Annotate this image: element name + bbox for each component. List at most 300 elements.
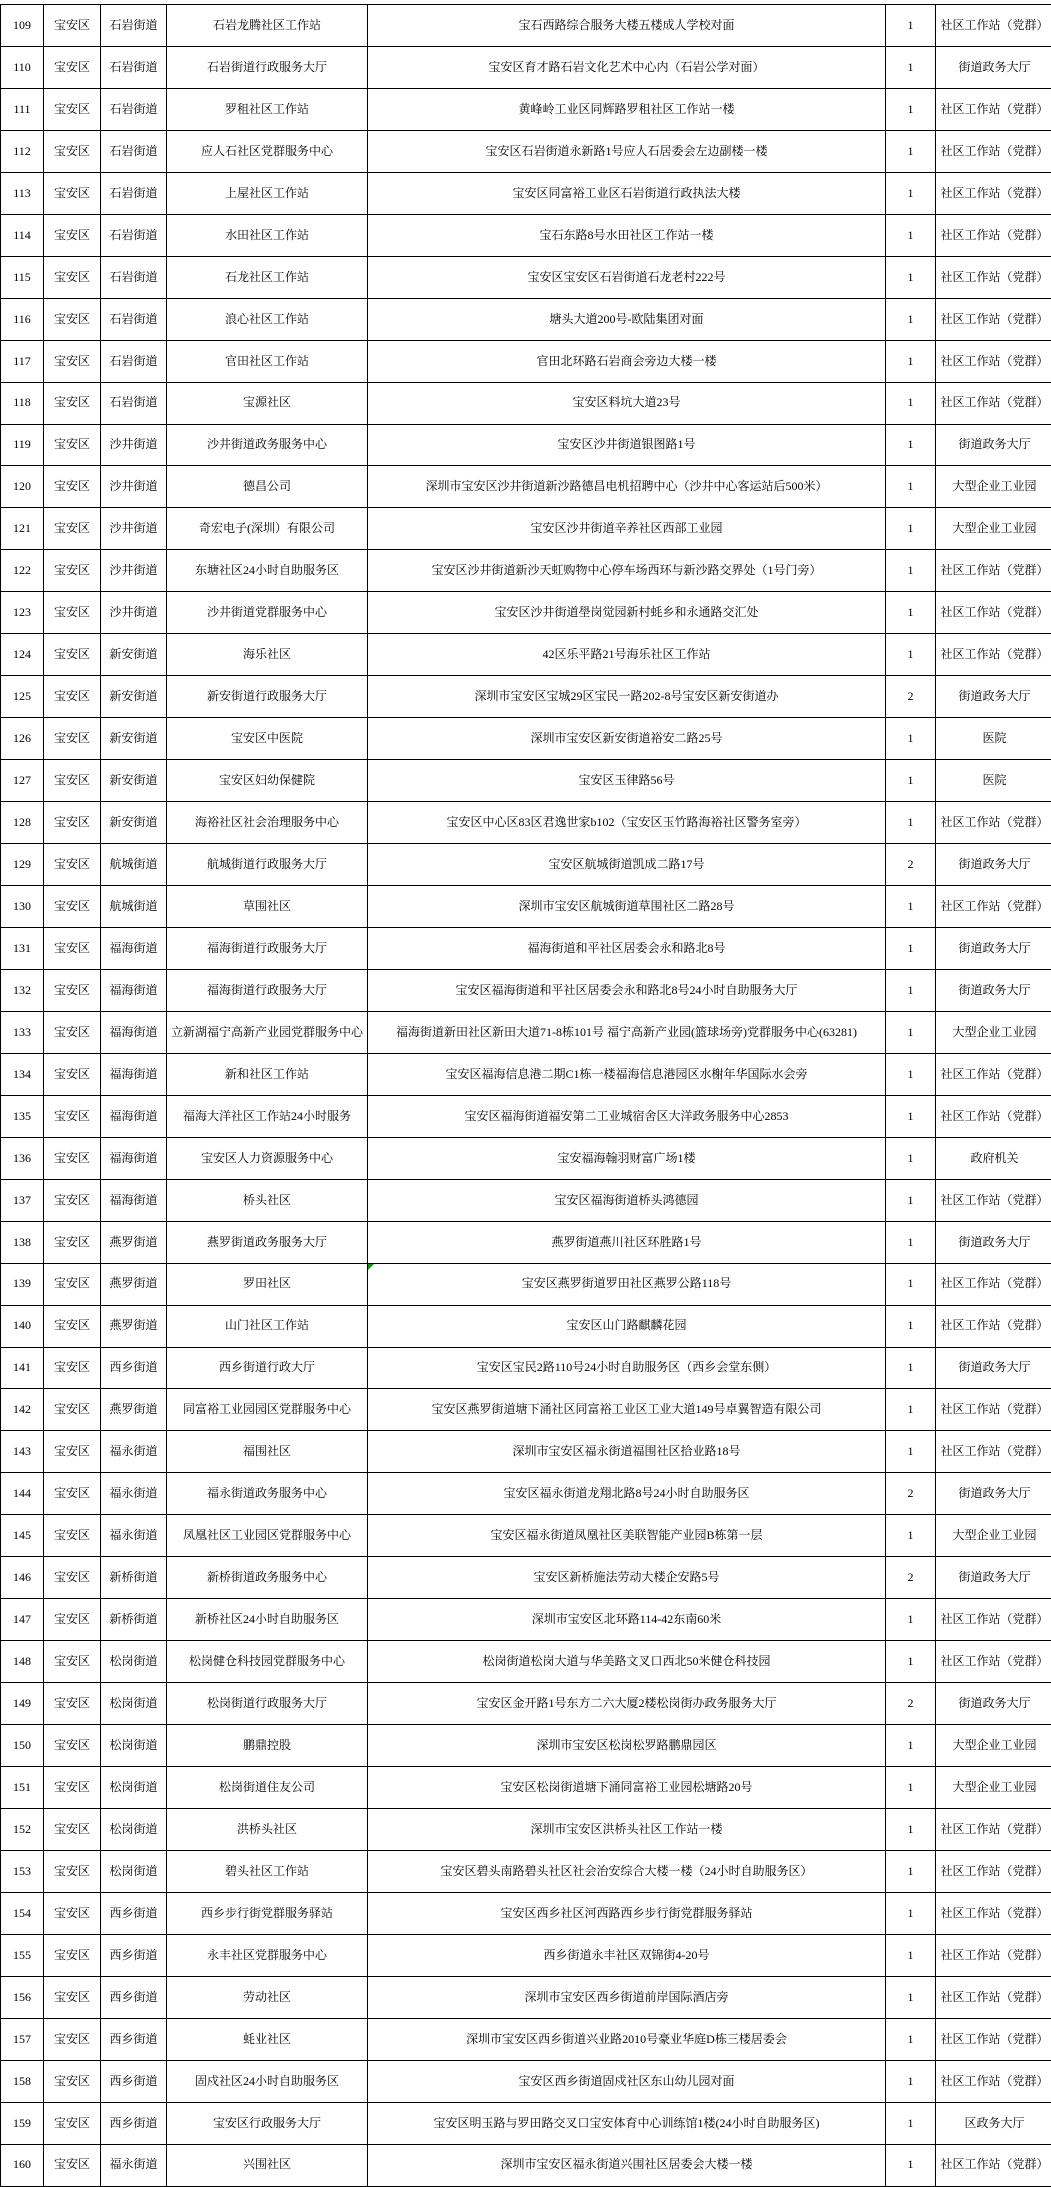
- table-row: [1, 2144, 1051, 2186]
- type-cell: 社区工作站（党群）: [936, 2144, 1051, 2186]
- station-name-cell: 草围社区: [167, 886, 368, 928]
- table-row: [1, 1389, 1051, 1431]
- type-cell: 社区工作站（党群）: [936, 802, 1051, 844]
- district-cell: 宝安区: [44, 1725, 101, 1767]
- table-row: [1, 1473, 1051, 1515]
- type-cell: 医院: [936, 718, 1051, 760]
- count-cell: 1: [886, 634, 936, 676]
- table-row: [1, 1683, 1051, 1725]
- type-cell: 街道政务大厅: [936, 1557, 1051, 1599]
- spreadsheet-area: [0, 4, 1051, 2187]
- station-name-cell: 新桥街道政务服务中心: [167, 1557, 368, 1599]
- count-cell: 1: [886, 1976, 936, 2018]
- street-cell: 松岗街道: [101, 1641, 167, 1683]
- address-cell: 宝安区沙井街道辛养社区西部工业园: [368, 508, 886, 550]
- address-cell: 宝安福海翰羽财富广场1楼: [368, 1137, 886, 1179]
- station-name-cell: 奇宏电子(深圳）有限公司: [167, 508, 368, 550]
- table-row: [1, 1305, 1051, 1347]
- district-cell: 宝安区: [44, 1347, 101, 1389]
- district-cell: 宝安区: [44, 1850, 101, 1892]
- row-number-cell: 148: [1, 1641, 44, 1683]
- type-cell: 街道政务大厅: [936, 1221, 1051, 1263]
- address-cell: 宝安区碧头南路碧头社区社会治安综合大楼一楼（24小时自助服务区）: [368, 1850, 886, 1892]
- district-cell: 宝安区: [44, 2060, 101, 2102]
- station-name-cell: 宝安区行政服务大厅: [167, 2102, 368, 2144]
- station-name-cell: 桥头社区: [167, 1179, 368, 1221]
- district-cell: 宝安区: [44, 1808, 101, 1850]
- district-cell: 宝安区: [44, 1137, 101, 1179]
- street-cell: 沙井街道: [101, 592, 167, 634]
- table-row: [1, 927, 1051, 969]
- type-cell: 社区工作站（党群）: [936, 172, 1051, 214]
- district-cell: 宝安区: [44, 1179, 101, 1221]
- district-cell: 宝安区: [44, 844, 101, 886]
- count-cell: 1: [886, 969, 936, 1011]
- address-cell: 深圳市宝安区北环路114-42东南60米: [368, 1599, 886, 1641]
- street-cell: 石岩街道: [101, 46, 167, 88]
- address-cell: 宝安区沙井街道新沙天虹购物中心停车场西环与新沙路交界处（1号门旁）: [368, 550, 886, 592]
- address-cell: 宝安区福海信息港二期C1栋一楼福海信息港园区水榭年华国际水会旁: [368, 1053, 886, 1095]
- table-row: [1, 382, 1051, 424]
- type-cell: 社区工作站（党群）: [936, 340, 1051, 382]
- type-cell: 大型企业工业园: [936, 1011, 1051, 1053]
- row-number-cell: 159: [1, 2102, 44, 2144]
- row-number-cell: 121: [1, 508, 44, 550]
- address-cell: 宝安区福海街道福安第二工业城宿舍区大洋政务服务中心2853: [368, 1095, 886, 1137]
- street-cell: 福永街道: [101, 2144, 167, 2186]
- table-row: [1, 1179, 1051, 1221]
- table-row: [1, 2060, 1051, 2102]
- address-cell: 深圳市宝安区松岗松罗路鹏鼎园区: [368, 1725, 886, 1767]
- table-row: [1, 214, 1051, 256]
- address-cell: 深圳市宝安区福永街道兴围社区居委会大楼一楼: [368, 2144, 886, 2186]
- station-name-cell: 福海街道行政服务大厅: [167, 969, 368, 1011]
- row-number-cell: 131: [1, 927, 44, 969]
- station-name-cell: 宝安区中医院: [167, 718, 368, 760]
- station-name-cell: 罗田社区: [167, 1263, 368, 1305]
- district-cell: 宝安区: [44, 508, 101, 550]
- district-cell: 宝安区: [44, 1053, 101, 1095]
- district-cell: 宝安区: [44, 1767, 101, 1809]
- table-row: [1, 466, 1051, 508]
- street-cell: 石岩街道: [101, 256, 167, 298]
- table-row: [1, 676, 1051, 718]
- table-row: [1, 340, 1051, 382]
- count-cell: 1: [886, 214, 936, 256]
- row-number-cell: 120: [1, 466, 44, 508]
- row-number-cell: 135: [1, 1095, 44, 1137]
- address-cell: 宝安区宝民2路110号24小时自助服务区（西乡会堂东侧）: [368, 1347, 886, 1389]
- station-name-cell: 新安街道行政服务大厅: [167, 676, 368, 718]
- address-cell: 宝安区西乡社区河西路西乡步行街党群服务驿站: [368, 1892, 886, 1934]
- row-number-cell: 112: [1, 130, 44, 172]
- table-row: [1, 634, 1051, 676]
- address-cell: 宝安区石岩街道永新路1号应人石居委会左边副楼一楼: [368, 130, 886, 172]
- station-name-cell: 碧头社区工作站: [167, 1850, 368, 1892]
- district-cell: 宝安区: [44, 2018, 101, 2060]
- count-cell: 1: [886, 927, 936, 969]
- count-cell: 1: [886, 718, 936, 760]
- street-cell: 西乡街道: [101, 1934, 167, 1976]
- station-name-cell: 海乐社区: [167, 634, 368, 676]
- table-body: [1, 5, 1051, 2187]
- count-cell: 1: [886, 550, 936, 592]
- district-cell: 宝安区: [44, 1305, 101, 1347]
- type-cell: 社区工作站（党群）: [936, 1431, 1051, 1473]
- count-cell: 1: [886, 1599, 936, 1641]
- street-cell: 石岩街道: [101, 88, 167, 130]
- type-cell: 街道政务大厅: [936, 844, 1051, 886]
- district-cell: 宝安区: [44, 424, 101, 466]
- count-cell: 2: [886, 1473, 936, 1515]
- station-name-cell: 新桥社区24小时自助服务区: [167, 1599, 368, 1641]
- row-number-cell: 114: [1, 214, 44, 256]
- district-cell: 宝安区: [44, 550, 101, 592]
- row-number-cell: 127: [1, 760, 44, 802]
- street-cell: 石岩街道: [101, 382, 167, 424]
- district-cell: 宝安区: [44, 2102, 101, 2144]
- street-cell: 燕罗街道: [101, 1389, 167, 1431]
- district-cell: 宝安区: [44, 1683, 101, 1725]
- row-number-cell: 138: [1, 1221, 44, 1263]
- street-cell: 福永街道: [101, 1515, 167, 1557]
- street-cell: 石岩街道: [101, 130, 167, 172]
- street-cell: 福海街道: [101, 1053, 167, 1095]
- table-row: [1, 802, 1051, 844]
- station-name-cell: 官田社区工作站: [167, 340, 368, 382]
- count-cell: 1: [886, 1011, 936, 1053]
- row-number-cell: 147: [1, 1599, 44, 1641]
- district-cell: 宝安区: [44, 298, 101, 340]
- station-name-cell: 浪心社区工作站: [167, 298, 368, 340]
- row-number-cell: 132: [1, 969, 44, 1011]
- type-cell: 政府机关: [936, 1137, 1051, 1179]
- row-number-cell: 118: [1, 382, 44, 424]
- table-row: [1, 298, 1051, 340]
- cell-error-indicator-triangle: [368, 1264, 374, 1270]
- table-row: [1, 1850, 1051, 1892]
- type-cell: 社区工作站（党群）: [936, 130, 1051, 172]
- district-cell: 宝安区: [44, 1263, 101, 1305]
- street-cell: 新安街道: [101, 634, 167, 676]
- street-cell: 燕罗街道: [101, 1221, 167, 1263]
- station-name-cell: 航城街道行政服务大厅: [167, 844, 368, 886]
- row-number-cell: 144: [1, 1473, 44, 1515]
- table-row: [1, 130, 1051, 172]
- address-cell: 深圳市宝安区宝城29区宝民一路202-8号宝安区新安街道办: [368, 676, 886, 718]
- type-cell: 社区工作站（党群）: [936, 1053, 1051, 1095]
- address-cell: 深圳市宝安区沙井街道新沙路德昌电机招聘中心（沙井中心客运站后500米）: [368, 466, 886, 508]
- station-name-cell: 松岗街道住友公司: [167, 1767, 368, 1809]
- type-cell: 社区工作站（党群）: [936, 5, 1051, 47]
- district-cell: 宝安区: [44, 1557, 101, 1599]
- count-cell: 1: [886, 1515, 936, 1557]
- row-number-cell: 128: [1, 802, 44, 844]
- station-name-cell: 松岗健仓科技园党群服务中心: [167, 1641, 368, 1683]
- street-cell: 石岩街道: [101, 340, 167, 382]
- street-cell: 西乡街道: [101, 2018, 167, 2060]
- station-name-cell: 德昌公司: [167, 466, 368, 508]
- table-row: [1, 88, 1051, 130]
- station-name-cell: 石岩街道行政服务大厅: [167, 46, 368, 88]
- district-cell: 宝安区: [44, 927, 101, 969]
- count-cell: 1: [886, 1095, 936, 1137]
- type-cell: 街道政务大厅: [936, 424, 1051, 466]
- street-cell: 西乡街道: [101, 2060, 167, 2102]
- district-cell: 宝安区: [44, 886, 101, 928]
- row-number-cell: 140: [1, 1305, 44, 1347]
- count-cell: 1: [886, 1641, 936, 1683]
- count-cell: 1: [886, 1347, 936, 1389]
- row-number-cell: 119: [1, 424, 44, 466]
- table-row: [1, 1263, 1051, 1305]
- street-cell: 沙井街道: [101, 466, 167, 508]
- type-cell: 社区工作站（党群）: [936, 2060, 1051, 2102]
- address-cell: 深圳市宝安区福永街道福围社区拾业路18号: [368, 1431, 886, 1473]
- type-cell: 大型企业工业园: [936, 1725, 1051, 1767]
- count-cell: 1: [886, 1389, 936, 1431]
- row-number-cell: 111: [1, 88, 44, 130]
- row-number-cell: 113: [1, 172, 44, 214]
- table-row: [1, 760, 1051, 802]
- type-cell: 街道政务大厅: [936, 1683, 1051, 1725]
- row-number-cell: 109: [1, 5, 44, 47]
- table-row: [1, 1221, 1051, 1263]
- address-cell: 黄峰岭工业区同辉路罗租社区工作站一楼: [368, 88, 886, 130]
- station-name-cell: 固戍社区24小时自助服务区: [167, 2060, 368, 2102]
- address-cell: 宝安区福海街道和平社区居委会永和路北8号24小时自助服务大厅: [368, 969, 886, 1011]
- type-cell: 社区工作站（党群）: [936, 1389, 1051, 1431]
- row-number-cell: 116: [1, 298, 44, 340]
- district-cell: 宝安区: [44, 88, 101, 130]
- station-name-cell: 上屋社区工作站: [167, 172, 368, 214]
- row-number-cell: 139: [1, 1263, 44, 1305]
- type-cell: 社区工作站（党群）: [936, 88, 1051, 130]
- table-row: [1, 1347, 1051, 1389]
- type-cell: 社区工作站（党群）: [936, 1095, 1051, 1137]
- row-number-cell: 141: [1, 1347, 44, 1389]
- row-number-cell: 110: [1, 46, 44, 88]
- station-name-cell: 西乡街道行政大厅: [167, 1347, 368, 1389]
- type-cell: 街道政务大厅: [936, 676, 1051, 718]
- count-cell: 2: [886, 1683, 936, 1725]
- count-cell: 1: [886, 424, 936, 466]
- type-cell: 社区工作站（党群）: [936, 1179, 1051, 1221]
- station-name-cell: 新和社区工作站: [167, 1053, 368, 1095]
- type-cell: 社区工作站（党群）: [936, 1808, 1051, 1850]
- count-cell: 1: [886, 1053, 936, 1095]
- district-cell: 宝安区: [44, 1934, 101, 1976]
- street-cell: 西乡街道: [101, 1347, 167, 1389]
- street-cell: 福永街道: [101, 1473, 167, 1515]
- count-cell: 1: [886, 1137, 936, 1179]
- station-name-cell: 福海大洋社区工作站24小时服务: [167, 1095, 368, 1137]
- station-name-cell: 石岩龙腾社区工作站: [167, 5, 368, 47]
- address-cell: 宝安区料坑大道23号: [368, 382, 886, 424]
- table-row: [1, 592, 1051, 634]
- address-cell: 福海街道和平社区居委会永和路北8号: [368, 927, 886, 969]
- table-row: [1, 1011, 1051, 1053]
- type-cell: 社区工作站（党群）: [936, 1892, 1051, 1934]
- row-number-cell: 123: [1, 592, 44, 634]
- table-row: [1, 1976, 1051, 2018]
- station-name-cell: 福海街道行政服务大厅: [167, 927, 368, 969]
- district-cell: 宝安区: [44, 1599, 101, 1641]
- type-cell: 社区工作站（党群）: [936, 1976, 1051, 2018]
- count-cell: 2: [886, 844, 936, 886]
- count-cell: 1: [886, 1431, 936, 1473]
- address-cell: 宝安区福永街道龙翔北路8号24小时自助服务区: [368, 1473, 886, 1515]
- table-row: [1, 1767, 1051, 1809]
- station-name-cell: 宝源社区: [167, 382, 368, 424]
- district-cell: 宝安区: [44, 130, 101, 172]
- station-name-cell: 罗租社区工作站: [167, 88, 368, 130]
- count-cell: 1: [886, 340, 936, 382]
- district-cell: 宝安区: [44, 214, 101, 256]
- street-cell: 新安街道: [101, 760, 167, 802]
- type-cell: 街道政务大厅: [936, 927, 1051, 969]
- street-cell: 沙井街道: [101, 424, 167, 466]
- address-cell: 宝安区金开路1号东方二六大厦2楼松岗街办政务服务大厅: [368, 1683, 886, 1725]
- count-cell: 1: [886, 760, 936, 802]
- type-cell: 社区工作站（党群）: [936, 1641, 1051, 1683]
- row-number-cell: 150: [1, 1725, 44, 1767]
- station-name-cell: 蚝业社区: [167, 2018, 368, 2060]
- table-row: [1, 1934, 1051, 1976]
- street-cell: 石岩街道: [101, 172, 167, 214]
- district-cell: 宝安区: [44, 1389, 101, 1431]
- row-number-cell: 152: [1, 1808, 44, 1850]
- address-cell: 宝安区燕罗街道罗田社区燕罗公路118号: [368, 1263, 886, 1305]
- count-cell: 2: [886, 676, 936, 718]
- address-cell: 宝安区福永街道凤凰社区美联智能产业园B栋第一层: [368, 1515, 886, 1557]
- row-number-cell: 157: [1, 2018, 44, 2060]
- table-row: [1, 1515, 1051, 1557]
- address-cell: 深圳市宝安区西乡街道前岸国际酒店旁: [368, 1976, 886, 2018]
- address-cell: 宝安区沙井街道银图路1号: [368, 424, 886, 466]
- row-number-cell: 133: [1, 1011, 44, 1053]
- type-cell: 医院: [936, 760, 1051, 802]
- address-cell: 宝石西路综合服务大楼五楼成人学校对面: [368, 5, 886, 47]
- count-cell: 1: [886, 1725, 936, 1767]
- row-number-cell: 137: [1, 1179, 44, 1221]
- address-cell: 官田北环路石岩商会旁边大楼一楼: [368, 340, 886, 382]
- station-name-cell: 石龙社区工作站: [167, 256, 368, 298]
- row-number-cell: 125: [1, 676, 44, 718]
- table-row: [1, 172, 1051, 214]
- table-row: [1, 1557, 1051, 1599]
- count-cell: 1: [886, 1179, 936, 1221]
- row-number-cell: 129: [1, 844, 44, 886]
- street-cell: 西乡街道: [101, 1892, 167, 1934]
- table-row: [1, 508, 1051, 550]
- count-cell: 1: [886, 1934, 936, 1976]
- table-row: [1, 1641, 1051, 1683]
- count-cell: 1: [886, 1263, 936, 1305]
- type-cell: 街道政务大厅: [936, 969, 1051, 1011]
- district-cell: 宝安区: [44, 634, 101, 676]
- street-cell: 福海街道: [101, 1011, 167, 1053]
- district-cell: 宝安区: [44, 340, 101, 382]
- row-number-cell: 134: [1, 1053, 44, 1095]
- row-number-cell: 149: [1, 1683, 44, 1725]
- address-cell: 燕罗街道燕川社区环胜路1号: [368, 1221, 886, 1263]
- table-row: [1, 424, 1051, 466]
- count-cell: 1: [886, 382, 936, 424]
- row-number-cell: 160: [1, 2144, 44, 2186]
- station-name-cell: 东塘社区24小时自助服务区: [167, 550, 368, 592]
- row-number-cell: 122: [1, 550, 44, 592]
- table-row: [1, 1892, 1051, 1934]
- station-name-cell: 宝安区人力资源服务中心: [167, 1137, 368, 1179]
- station-name-cell: 水田社区工作站: [167, 214, 368, 256]
- type-cell: 社区工作站（党群）: [936, 298, 1051, 340]
- address-cell: 宝安区新桥施法劳动大楼企安路5号: [368, 1557, 886, 1599]
- row-number-cell: 124: [1, 634, 44, 676]
- address-cell: 宝安区育才路石岩文化艺术中心内（石岩公学对面）: [368, 46, 886, 88]
- district-cell: 宝安区: [44, 1473, 101, 1515]
- address-cell: 宝安区航城街道凯成二路17号: [368, 844, 886, 886]
- address-cell: 深圳市宝安区航城街道草围社区二路28号: [368, 886, 886, 928]
- street-cell: 松岗街道: [101, 1850, 167, 1892]
- count-cell: 1: [886, 298, 936, 340]
- address-cell: 宝安区松岗街道塘下涌同富裕工业园松塘路20号: [368, 1767, 886, 1809]
- address-cell: 福海街道新田社区新田大道71-8栋101号 福宁高新产业园(篮球场旁)党群服务中心(63281): [368, 1011, 886, 1053]
- district-cell: 宝安区: [44, 1892, 101, 1934]
- station-name-cell: 松岗街道行政服务大厅: [167, 1683, 368, 1725]
- table-row: [1, 886, 1051, 928]
- address-cell: 深圳市宝安区新安街道裕安二路25号: [368, 718, 886, 760]
- district-cell: 宝安区: [44, 760, 101, 802]
- type-cell: 大型企业工业园: [936, 1767, 1051, 1809]
- type-cell: 大型企业工业园: [936, 508, 1051, 550]
- street-cell: 西乡街道: [101, 2102, 167, 2144]
- street-cell: 燕罗街道: [101, 1263, 167, 1305]
- district-cell: 宝安区: [44, 1641, 101, 1683]
- district-cell: 宝安区: [44, 969, 101, 1011]
- street-cell: 石岩街道: [101, 298, 167, 340]
- row-number-cell: 151: [1, 1767, 44, 1809]
- street-cell: 松岗街道: [101, 1767, 167, 1809]
- street-cell: 石岩街道: [101, 214, 167, 256]
- address-cell: 宝安区福海街道桥头鸿德园: [368, 1179, 886, 1221]
- station-name-cell: 沙井街道党群服务中心: [167, 592, 368, 634]
- station-name-cell: 海裕社区社会治理服务中心: [167, 802, 368, 844]
- station-name-cell: 洪桥头社区: [167, 1808, 368, 1850]
- street-cell: 新安街道: [101, 802, 167, 844]
- type-cell: 社区工作站（党群）: [936, 256, 1051, 298]
- station-name-cell: 劳动社区: [167, 1976, 368, 2018]
- type-cell: 社区工作站（党群）: [936, 592, 1051, 634]
- count-cell: 1: [886, 130, 936, 172]
- row-number-cell: 154: [1, 1892, 44, 1934]
- address-cell: 松岗街道松岗大道与华美路文叉口西北50米健仓科技园: [368, 1641, 886, 1683]
- row-number-cell: 153: [1, 1850, 44, 1892]
- count-cell: 1: [886, 508, 936, 550]
- district-cell: 宝安区: [44, 172, 101, 214]
- station-name-cell: 西乡步行街党群服务驿站: [167, 1892, 368, 1934]
- address-cell: 西乡街道永丰社区双锦街4-20号: [368, 1934, 886, 1976]
- count-cell: 1: [886, 802, 936, 844]
- count-cell: 1: [886, 2018, 936, 2060]
- type-cell: 社区工作站（党群）: [936, 214, 1051, 256]
- type-cell: 社区工作站（党群）: [936, 634, 1051, 676]
- count-cell: 1: [886, 592, 936, 634]
- address-cell: 宝安区山门路麒麟花园: [368, 1305, 886, 1347]
- type-cell: 社区工作站（党群）: [936, 382, 1051, 424]
- table-row: [1, 5, 1051, 47]
- type-cell: 社区工作站（党群）: [936, 1305, 1051, 1347]
